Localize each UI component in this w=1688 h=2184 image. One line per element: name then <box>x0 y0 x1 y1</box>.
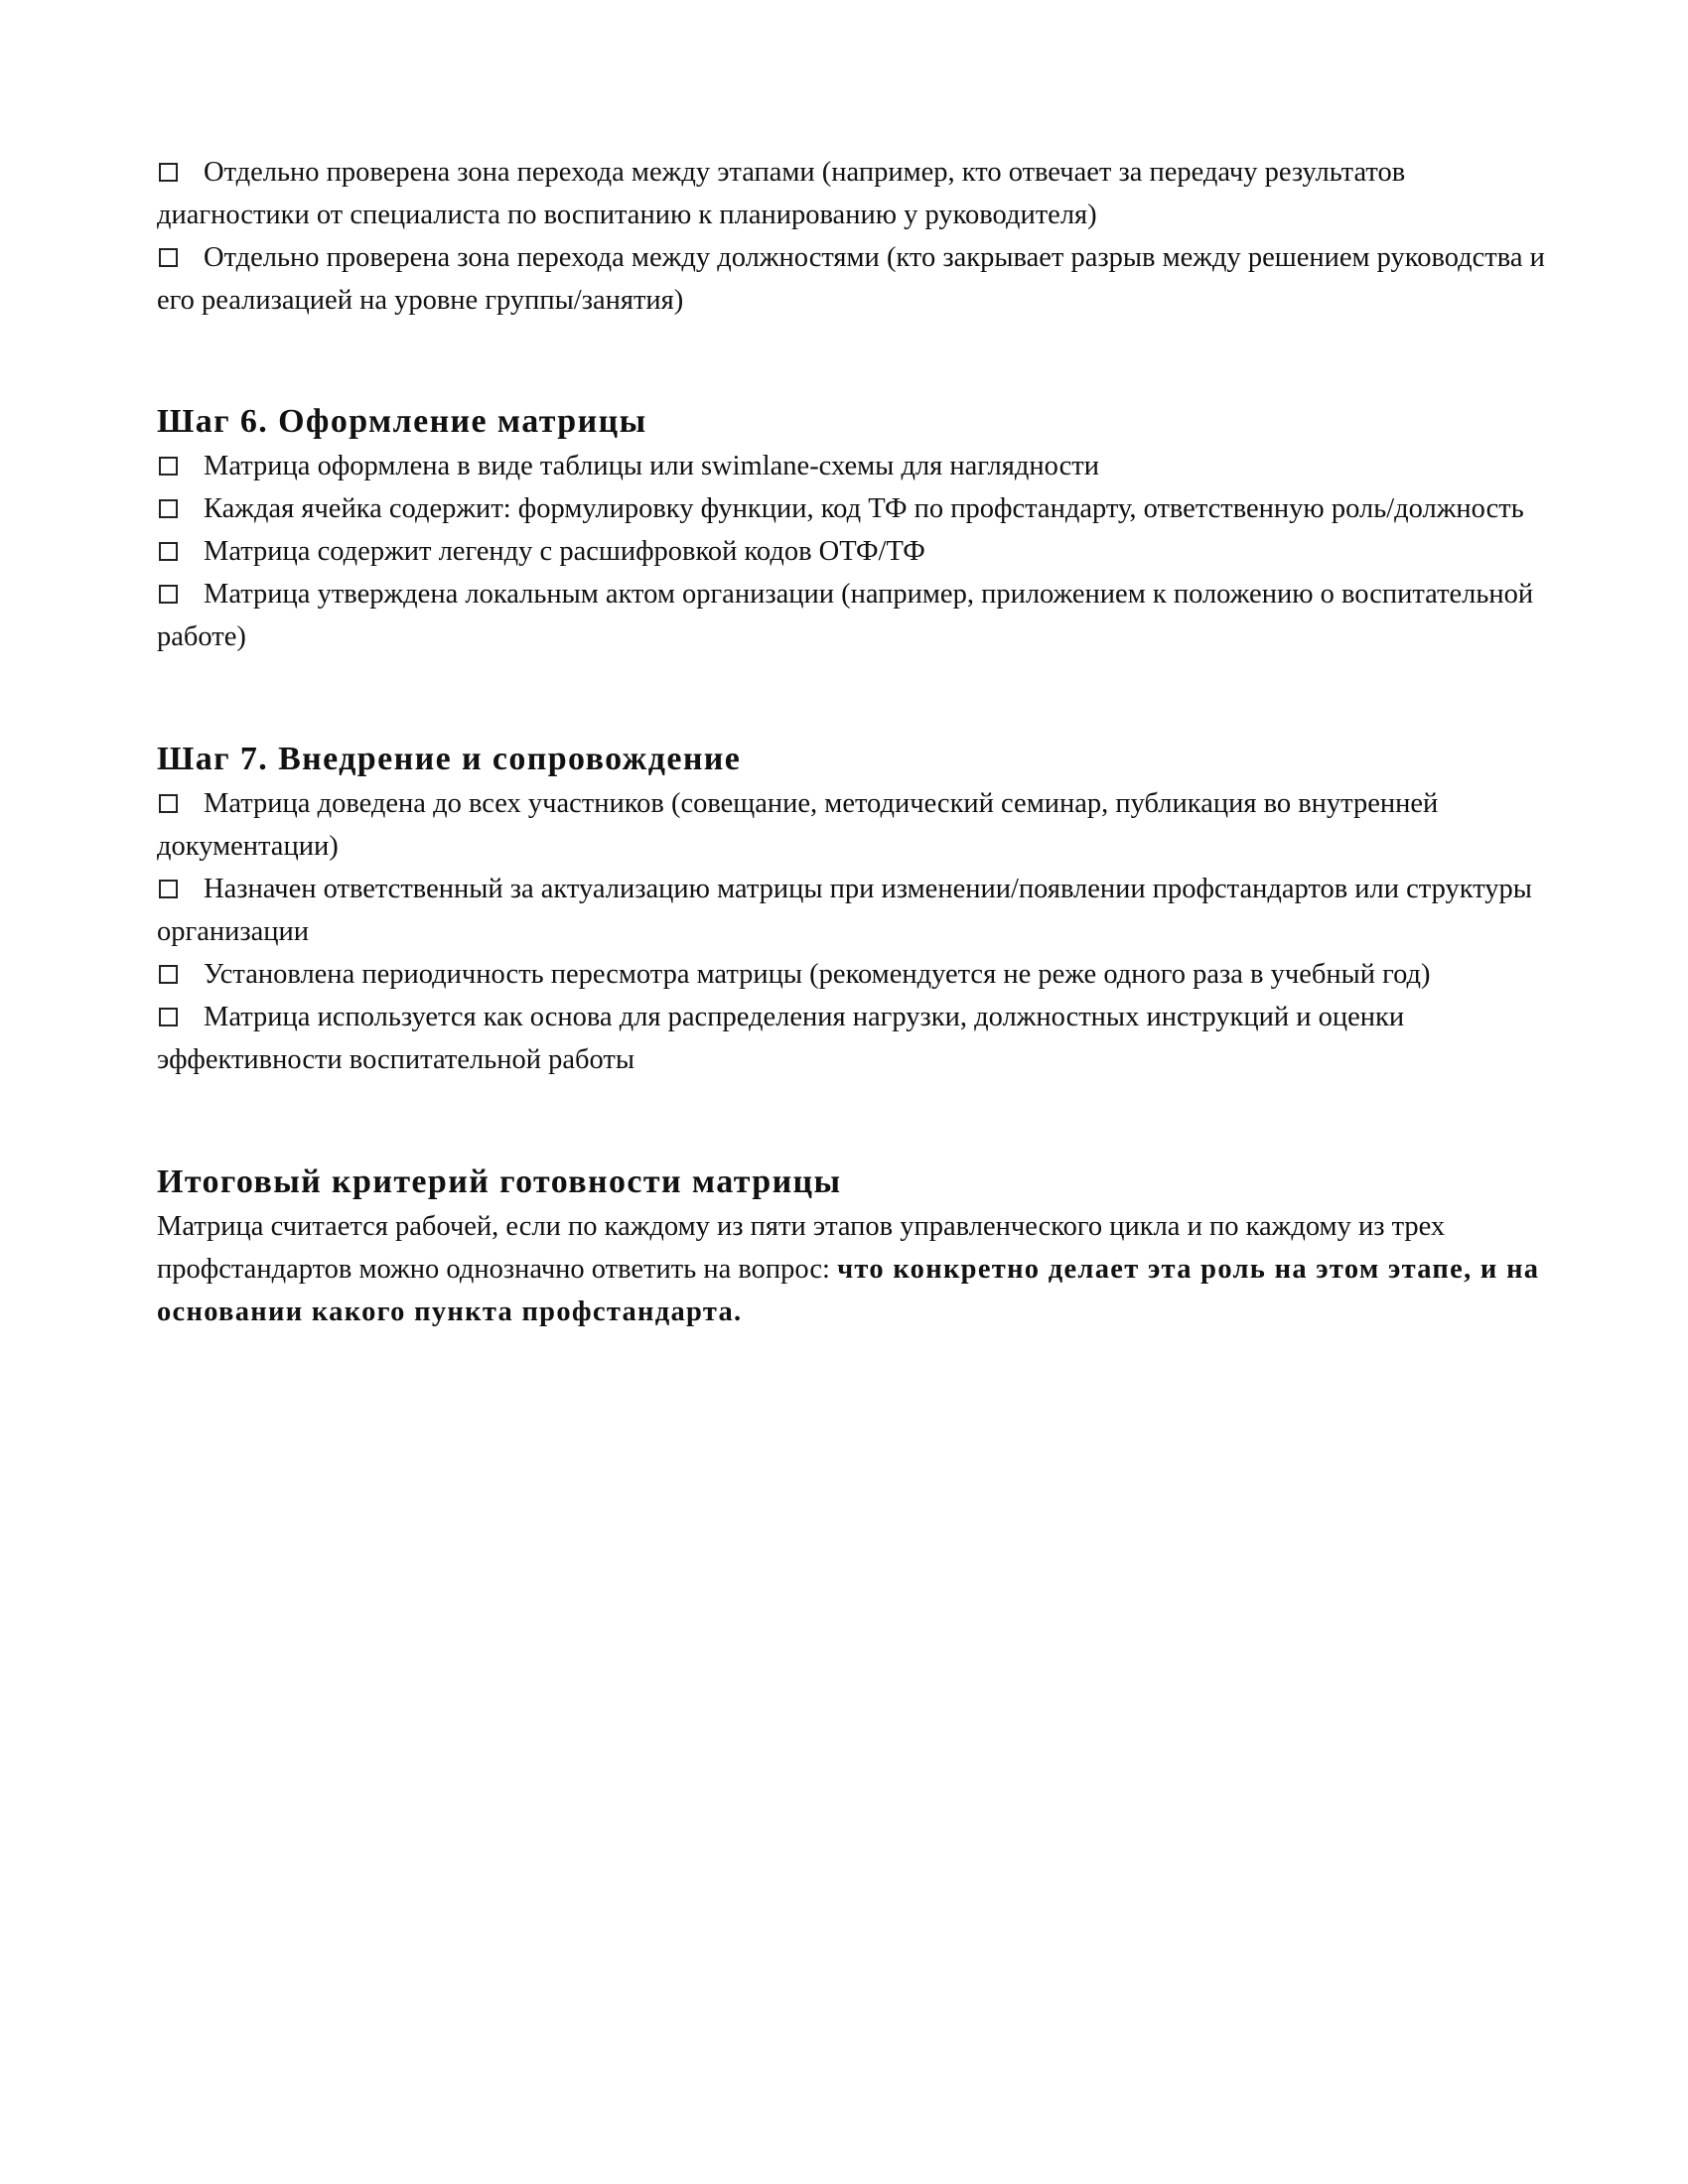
step6-section <box>157 399 1547 658</box>
checklist-item <box>157 487 1547 530</box>
checklist-item-text: Матрица содержит легенду с расшифровкой кодов ОТФ/ТФ <box>204 536 925 567</box>
checklist-item-text: Матрица утверждена локальным актом организации (например, приложением к положению о воспитательной работе) <box>157 579 1534 652</box>
checklist-item <box>157 868 1547 953</box>
checkbox-icon[interactable] <box>159 794 178 813</box>
checklist-item-text: Матрица оформлена в виде таблицы или swimlane-схемы для наглядности <box>204 451 1099 481</box>
checkbox-icon[interactable] <box>159 1008 178 1026</box>
final-criterion-section <box>157 1160 1547 1333</box>
checkbox-icon[interactable] <box>159 163 178 182</box>
checklist-item-text: Отдельно проверена зона перехода между должностями (кто закрывает разрыв между решением руководства и его реализацией на уровне группы/занятия) <box>157 242 1545 316</box>
checkbox-icon[interactable] <box>159 965 178 984</box>
checklist-item-text: Отдельно проверена зона перехода между этапами (например, кто отвечает за передачу результатов диагностики от специалиста по воспитанию к планированию у руководителя) <box>157 157 1406 230</box>
step7-heading: Шаг 7. Внедрение и сопровождение <box>157 741 742 777</box>
checklist-item-text: Установлена периодичность пересмотра матрицы (рекомендуется не реже одного раза в учебный год) <box>204 959 1431 990</box>
checklist-item <box>157 782 1547 868</box>
final-criterion-emphasis: что конкретно делает эта роль на этом этапе, и на основании какого пункта профстандарта. <box>157 1254 1540 1327</box>
checkbox-icon[interactable] <box>159 248 178 267</box>
step7-section <box>157 737 1547 1081</box>
intro-checklist <box>157 151 1547 322</box>
document-page <box>157 151 1547 1333</box>
checklist-item <box>157 996 1547 1081</box>
checklist-item-text: Матрица используется как основа для распределения нагрузки, должностных инструкций и оценки эффективности воспитательной работы <box>157 1002 1405 1075</box>
checklist-item <box>157 530 1547 573</box>
checkbox-icon[interactable] <box>159 880 178 898</box>
checklist-item <box>157 236 1547 322</box>
checklist-item-text: Назначен ответственный за актуализацию матрицы при изменении/появлении профстандартов или структуры организации <box>157 874 1532 947</box>
checklist-item-text: Матрица доведена до всех участников (совещание, методический семинар, публикация во внутренней документации) <box>157 788 1439 862</box>
checkbox-icon[interactable] <box>159 542 178 561</box>
step6-heading: Шаг 6. Оформление матрицы <box>157 403 647 440</box>
checkbox-icon[interactable] <box>159 499 178 518</box>
checklist-item-text: Каждая ячейка содержит: формулировку функции, код ТФ по профстандарту, ответственную роль/должность <box>204 493 1524 524</box>
checklist-item <box>157 445 1547 487</box>
checklist-item <box>157 573 1547 658</box>
final-criterion-text: Матрица считается рабочей, если по каждому из пяти этапов управленческого цикла и по каждому из трех профстандартов можно однозначно ответить на вопрос: <box>157 1211 1446 1285</box>
checklist-item <box>157 953 1547 996</box>
final-criterion-paragraph <box>157 1205 1547 1333</box>
checkbox-icon[interactable] <box>159 585 178 604</box>
checkbox-icon[interactable] <box>159 457 178 476</box>
checklist-item <box>157 151 1547 236</box>
final-criterion-heading: Итоговый критерий готовности матрицы <box>157 1163 842 1200</box>
